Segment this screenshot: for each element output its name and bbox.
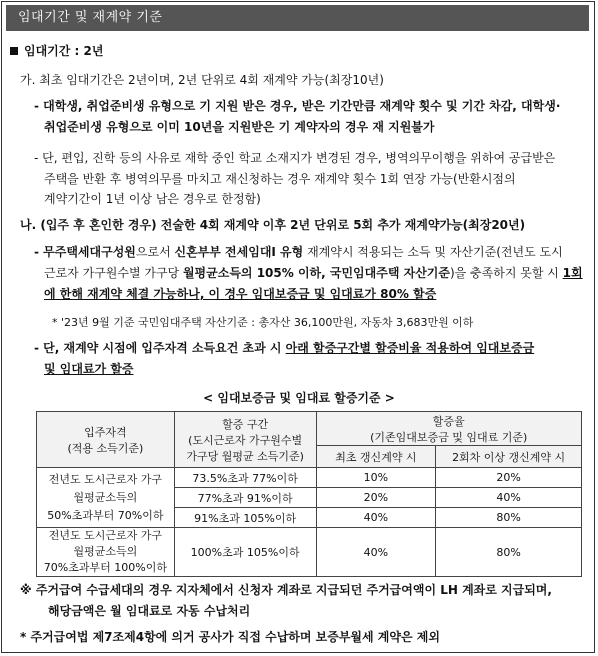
- header-range-line2: (도시근로자 가구원수별: [188, 433, 303, 447]
- surcharge-table: [36, 411, 582, 577]
- item-ga: 가. 최초 임대기간은 2년이며, 2년 단위로 4회 재계약 가능(최장10년): [20, 73, 384, 87]
- group2-label: [37, 528, 175, 577]
- cell-second: 40%: [436, 488, 582, 508]
- group1-label-line3: 50%초과부터 70%이하: [47, 508, 164, 522]
- na-bullet2-seg2: 아래 할증구간별 할증비율 적용하여 임대보증금: [285, 341, 535, 355]
- na-bullet1-line3: 에 한해 재계약 체결 가능하나, 이 경우 임대보증금 및 임대료가 80% 할증: [44, 287, 437, 301]
- cell-range: 91%초과 105%이하: [174, 508, 316, 528]
- header-rate-line1: 할증율: [432, 414, 465, 428]
- footnote1-line2: 해당금액은 월 임대료로 자동 수납처리: [48, 604, 251, 618]
- na-bullet2-line1: [34, 340, 534, 357]
- group1-label: [37, 468, 175, 528]
- na-bullet1-seg3: 신혼부부 전세임대Ⅰ 유형: [174, 245, 304, 259]
- table-title: < 임대보증금 및 임대료 할증기준 >: [203, 391, 395, 405]
- group2-label-line3: 70%초과부터 100%이하: [43, 561, 167, 574]
- cell-first: 40%: [316, 528, 436, 577]
- header-second-renewal: 2회차 이상 갱신계약 시: [436, 446, 582, 468]
- group1-label-line2: 월평균소득의: [73, 490, 138, 504]
- na-bullet1-line2-seg4: 1회: [562, 266, 583, 280]
- header-rate: [316, 412, 582, 446]
- square-bullet-icon: [10, 47, 18, 55]
- ga-bullet1-line1: - 대학생, 취업준비생 유형으로 기 지원 받은 경우, 받은 기간만큼 재계약 횟수 및 기간 차감, 대학생·: [34, 99, 561, 113]
- footnote2: * 주거급여법 제7조제4항에 의거 공사가 직접 수납하며 보증부월세 계약은 제외: [20, 630, 440, 644]
- na-bullet2-seg1: - 단, 재계약 시점에 입주자격 소득요건 초과 시: [34, 341, 286, 355]
- table-row: [37, 468, 582, 488]
- na-bullet1-line2-seg1: 근로자 가구원수별 가구당: [44, 266, 183, 280]
- cell-range: 73.5%초과 77%이하: [174, 468, 316, 488]
- cell-first: 20%: [316, 488, 436, 508]
- cell-second: 80%: [436, 508, 582, 528]
- ga-bullet1-line2: 취업준비생 유형으로 이미 10년을 지원받은 기 계약자의 경우 재 지원불가: [44, 120, 435, 134]
- header-qualification-line2: (적용 소득기준): [67, 441, 144, 455]
- header-first-renewal: 최초 갱신계약 시: [316, 446, 436, 468]
- header-title: 임대기간 및 재계약 기준: [6, 5, 589, 31]
- na-bullet1-seg2: 으로서: [135, 245, 175, 259]
- na-bullet1-seg4: 재계약시 적용되는 소득 및 자산기준(전년도 도시: [303, 245, 563, 259]
- group2-label-line1: 전년도 도시근로자 가구: [48, 529, 162, 542]
- cell-second: 80%: [436, 528, 582, 577]
- header-range: [174, 412, 316, 468]
- group1-label-line1: 전년도 도시근로자 가구: [48, 472, 162, 486]
- ga-bullet2-line3: 계약기간이 1년 이상 남은 경우로 한정함): [44, 192, 261, 206]
- na-bullet1-seg1: - 무주택세대구성원: [34, 245, 136, 259]
- na-bullet1-line1: [34, 244, 563, 261]
- section-heading: [10, 43, 103, 60]
- na-note: * '23년 9월 기준 국민임대주택 자산기준 : 총자산 36,100만원, 자동차 3,683만원 이하: [52, 316, 474, 329]
- na-bullet1-line2-seg3: )을 충족하지 못할 시: [449, 266, 563, 280]
- cell-second: 20%: [436, 468, 582, 488]
- header-qualification: [37, 412, 175, 468]
- table-row: [37, 528, 582, 577]
- group2-label-line2: 월평균소득의: [73, 545, 138, 558]
- item-na: 나. (입주 후 혼인한 경우) 전술한 4회 재계약 이후 2년 단위로 5회 추가 재계약가능(최장20년): [20, 218, 526, 232]
- cell-range: 77%초과 91%이하: [174, 488, 316, 508]
- na-bullet1-line2-seg2: 월평균소득의 105% 이하, 국민임대주택 자산기준: [182, 266, 450, 280]
- cell-first: 40%: [316, 508, 436, 528]
- section-title: 임대기간 : 2년: [24, 44, 104, 58]
- ga-bullet2-line2: 주택을 반환 후 병역의무를 마치고 재신청하는 경우 재계약 횟수 1회 연장 가능(반환시점의: [44, 172, 516, 186]
- header-range-line3: 가구당 월평균 소득기준): [186, 449, 304, 463]
- ga-bullet2-line1: - 단, 편입, 진학 등의 사유로 재학 중인 학교 소재지가 변경된 경우, 병역의무이행을 위하여 공급받은: [34, 151, 556, 165]
- header-range-line1: 할증 구간: [222, 417, 269, 431]
- cell-first: 10%: [316, 468, 436, 488]
- cell-range: 100%초과 105%이하: [174, 528, 316, 577]
- footnote1-line1: ※ 주거급여 수급세대의 경우 지자체에서 신청자 계좌로 지급되던 주거급여액이 LH 계좌로 지급되며,: [20, 583, 552, 597]
- header-qualification-line1: 입주자격: [84, 425, 127, 439]
- na-bullet2-line2: 및 임대료가 할증: [44, 362, 134, 376]
- na-bullet1-line2: [44, 265, 583, 282]
- header-rate-line2: (기존임대보증금 및 임대료 기준): [370, 430, 528, 444]
